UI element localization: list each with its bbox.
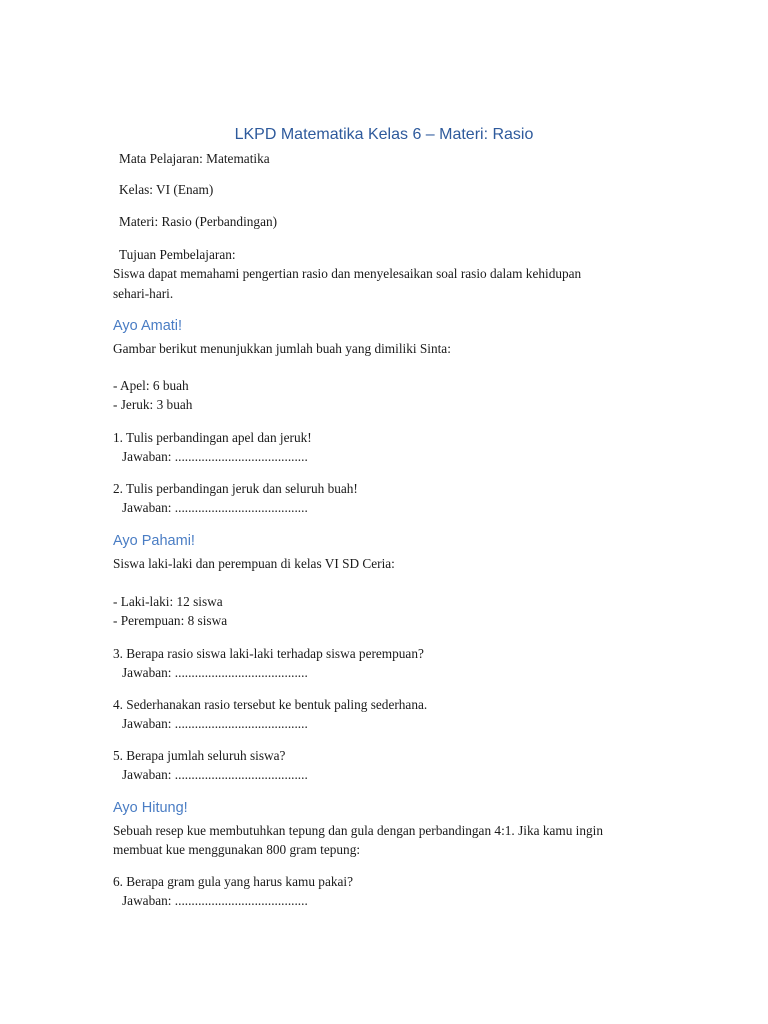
question-5: 5. Berapa jumlah seluruh siswa? — [113, 748, 286, 763]
goal-label: Tujuan Pembelajaran: — [119, 247, 236, 262]
page-title: LKPD Matematika Kelas 6 – Materi: Rasio — [234, 126, 534, 143]
subject-line: Mata Pelajaran: Matematika — [119, 151, 270, 166]
section2-intro: Siswa laki-laki dan perempuan di kelas VI SD Ceria: — [113, 556, 395, 571]
answer-line-3: Jawaban: ........................................ — [122, 665, 308, 680]
question-2: 2. Tulis perbandingan jeruk dan seluruh buah! — [113, 481, 358, 496]
list-item: - Laki-laki: 12 siswa — [113, 594, 223, 609]
class-line: Kelas: VI (Enam) — [119, 182, 214, 197]
section-heading-ayo-hitung: Ayo Hitung! — [113, 800, 188, 816]
answer-line-5: Jawaban: ........................................ — [122, 767, 308, 782]
answer-line-2: Jawaban: ........................................ — [122, 500, 308, 515]
question-3: 3. Berapa rasio siswa laki-laki terhadap siswa perempuan? — [113, 646, 424, 661]
section-heading-ayo-amati: Ayo Amati! — [113, 318, 183, 334]
goal-text-line-2: sehari-hari. — [113, 286, 174, 301]
section3-intro-line-2: membuat kue menggunakan 800 gram tepung: — [113, 842, 361, 857]
question-4: 4. Sederhanakan rasio tersebut ke bentuk paling sederhana. — [113, 697, 428, 712]
list-item: - Jeruk: 3 buah — [113, 397, 193, 412]
list-item: - Apel: 6 buah — [113, 378, 189, 393]
list-item: - Perempuan: 8 siswa — [113, 613, 228, 628]
section1-intro: Gambar berikut menunjukkan jumlah buah yang dimiliki Sinta: — [113, 341, 451, 356]
section3-intro-line-1: Sebuah resep kue membutuhkan tepung dan gula dengan perbandingan 4:1. Jika kamu ingin — [113, 823, 604, 838]
section-heading-ayo-pahami: Ayo Pahami! — [113, 533, 195, 549]
answer-line-6: Jawaban: ........................................ — [122, 893, 308, 908]
topic-line: Materi: Rasio (Perbandingan) — [119, 214, 278, 229]
answer-line-4: Jawaban: ........................................ — [122, 716, 308, 731]
question-1: 1. Tulis perbandingan apel dan jeruk! — [113, 430, 312, 445]
question-6: 6. Berapa gram gula yang harus kamu pakai? — [113, 874, 353, 889]
goal-text-line-1: Siswa dapat memahami pengertian rasio dan menyelesaikan soal rasio dalam kehidupan — [113, 266, 582, 281]
answer-line-1: Jawaban: ........................................ — [122, 449, 308, 464]
